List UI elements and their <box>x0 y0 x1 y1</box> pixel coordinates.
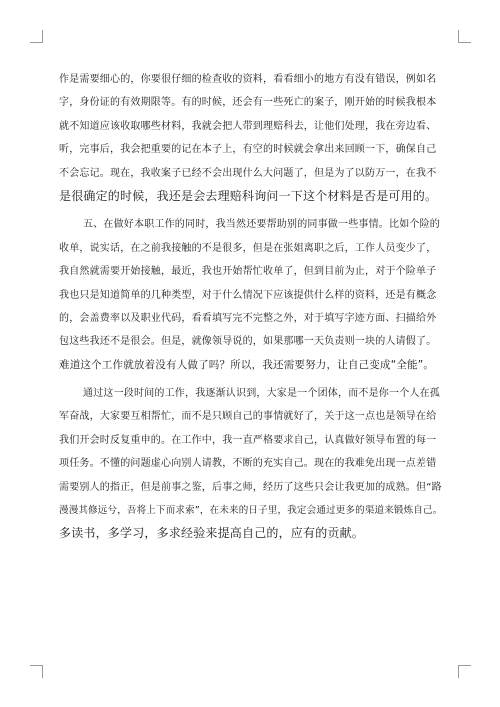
paragraph <box>59 68 442 208</box>
text-line: 难道这个工作就放着没有人做了吗？所以，我还需要努力，让自己变成“全能”。 <box>59 358 435 371</box>
text-line: 作是需要细心的，你要很仔细的检查收的资料，看看细小的地方有没有错误，例如名 <box>59 74 437 85</box>
text-line: 军奋战，大家要互相帮忙，而不是只顾自己的事情就好了，关于这一点也是领导在给 <box>59 411 437 423</box>
text-line: 收单，说实话，在之前我接触的不是很多，但是在张姐离职之后，工作人员变少了， <box>59 242 437 254</box>
text-line: 我们开会时反复重申的。在工作中，我一直严格要求自己，认真做好领导布置的每一 <box>59 434 437 446</box>
text-line: 就不知道应该收取哪些材料，我就会把人带到理赔科去，让他们处理，我在旁边看、 <box>59 120 437 132</box>
text-line: 听，完事后，我会把重要的记在本子上，有空的时候就会拿出来回顾一下，确保自己 <box>59 144 437 156</box>
text-line: 我也只是知道简单的几种类型，对于什么情况下应该提供什么样的资料，还是有概念 <box>59 289 437 301</box>
text-line: 我自然就需要开始接触，最近，我也开始帮忙收单了，但到目前为止，对于个险单子 <box>59 266 437 278</box>
crop-mark-top-left <box>30 30 43 43</box>
text-line: 五、在做好本职工作的同时，我当然还要帮助别的同事做一些事情。比如个险的 <box>83 219 440 231</box>
text-line: 包这些我还不是很会。但是，就像领导说的，如果那哪一天负责则一块的人请假了。 <box>59 336 437 348</box>
text-line: 多读书，多学习，多求经验来提高自己的，应有的贡献。 <box>59 526 365 541</box>
crop-mark-top-right <box>458 30 471 43</box>
text-line: 是很确定的时候，我还是会去理赔科询问一下这个材料是否是可用的。 <box>59 188 438 203</box>
text-line: 需要别人的指正，但是前事之鉴，后事之师，经历了这些只会让我更加的成熟。但“路 <box>59 481 442 493</box>
text-line: 的，会盖费率以及职业代码，看看填写完不完整之外，对于填写字迹方面、扫描给外 <box>59 312 437 324</box>
text-line: 漫漫其修远兮，吾将上下而求索”，在未来的日子里，我定会通过更多的渠道来锻炼自己。 <box>59 505 442 517</box>
text-line: 项任务。不懂的问题虚心向别人请教，不断的充实自己。现在的我难免出现一点差错 <box>59 458 437 470</box>
text-line: 字，身份证的有效期限等。有的时候，还会有一些死亡的案子，刚开始的时候我根本 <box>59 97 437 109</box>
crop-mark-bottom-left <box>30 665 43 678</box>
paragraph <box>59 382 442 546</box>
crop-mark-bottom-right <box>458 665 471 678</box>
paragraph <box>59 213 442 377</box>
document-body <box>59 68 442 546</box>
text-line: 不会忘记。现在，我收案子已经不会出现什么大问题了，但是为了以防万一，在我不 <box>59 167 437 179</box>
text-line: 通过这一段时间的工作，我逐渐认识到，大家是一个团体，而不是你一个人在孤 <box>83 388 440 400</box>
